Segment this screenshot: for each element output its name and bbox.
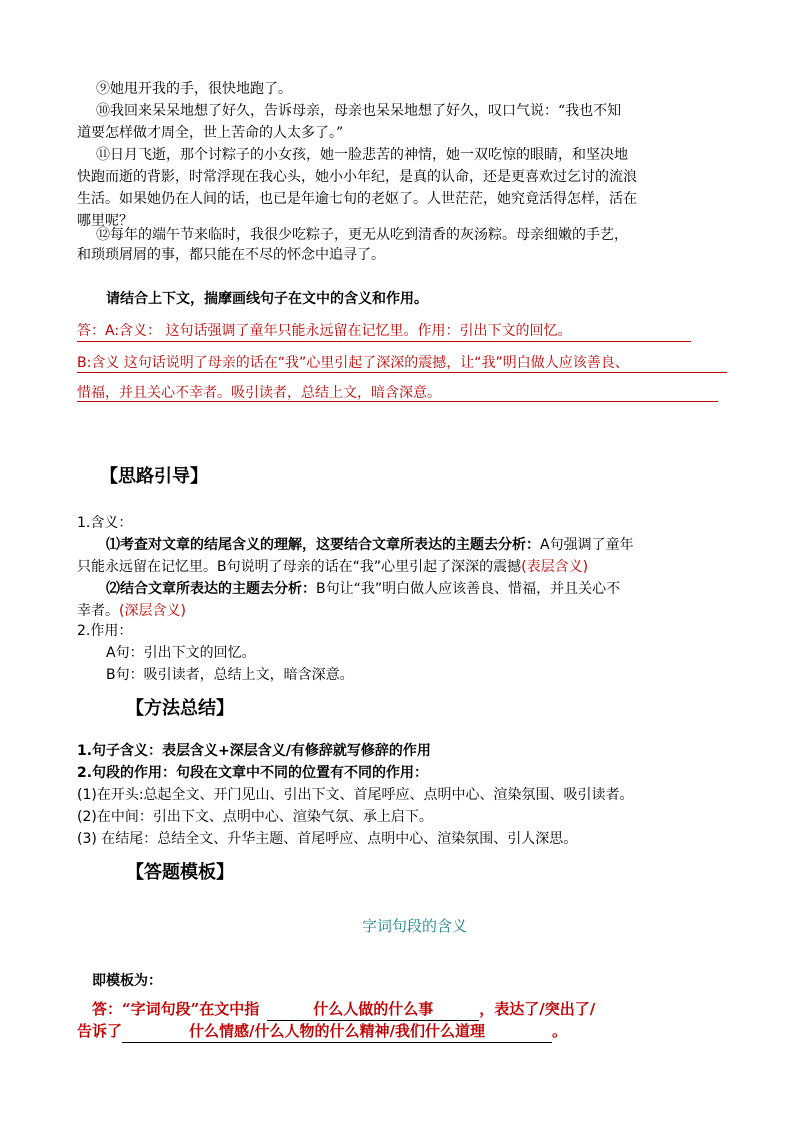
- guide-item-1b-emphasis: ⑵结合文章所表达的主题去分析：: [106, 581, 316, 597]
- guide-item-1-label: 1.含义：: [77, 515, 133, 531]
- passage-paragraph-11-line-1: ⑪日月飞逝，那个讨粽子的小女孩，她一脸悲苦的神情，她一双吃惊的眼睛，和坚决地: [96, 147, 628, 163]
- template-line-2: [77, 1020, 567, 1043]
- guide-item-1b-text-2: 幸者。: [77, 603, 119, 619]
- method-line-2: 2.句段的作用：句段在文章中不同的位置有不同的作用：: [77, 765, 429, 781]
- guide-item-2a: A句：引出下文的回忆。: [106, 645, 256, 661]
- question-prompt: 请结合上下文，揣摩画线句子在文中的含义和作用。: [106, 291, 428, 307]
- guide-item-2-label: 2.作用：: [77, 623, 133, 639]
- answer-underline-1: [77, 341, 691, 342]
- passage-paragraph-12-line-1: ⑫每年的端午节来临时，我很少吃粽子，更无从吃到清香的灰汤粽。母亲细嫩的手艺，: [96, 227, 628, 243]
- passage-paragraph-11-line-3: 生活。如果她仍在人间的话，也已是年逾七旬的老妪了。人世茫茫，她究竟活得怎样，活在: [77, 191, 637, 207]
- template-blank-1: 什么人做的什么事: [267, 998, 479, 1021]
- template-subtitle: 字词句段的含义: [362, 917, 468, 935]
- surface-meaning-tag: (表层含义): [521, 559, 589, 575]
- guide-item-1b-line-2: [77, 600, 186, 622]
- passage-paragraph-11-line-2: 快跑而逝的背影，时常浮现在我心头，她小小年纪，是真的认命，还是更喜欢过乞讨的流浪: [77, 169, 637, 185]
- template-line-1-prefix: 答：“字词句段”在文中指: [92, 1000, 260, 1018]
- guide-item-1a-emphasis: ⑴考查对文章的结尾含义的理解，这要结合文章所表达的主题去分析：: [106, 537, 540, 553]
- passage-paragraph-12-line-2: 和琐琐屑屑的事，都只能在不尽的怀念中追寻了。: [77, 247, 385, 263]
- guide-item-1b-text: B句让“我”明白做人应该善良、惜福，并且关心不: [316, 581, 621, 597]
- answer-underline-3: [77, 401, 718, 402]
- template-intro: 即模板为：: [92, 973, 162, 989]
- guide-item-2b: B句：吸引读者，总结上文，暗含深意。: [106, 667, 354, 683]
- template-line-2-prefix: 告诉了: [77, 1022, 123, 1040]
- passage-paragraph-10-line-2: 道要怎样做才周全，世上苦命的人太多了。”: [77, 125, 344, 141]
- answer-underline-2: [77, 372, 727, 373]
- guide-item-1b-line-1: [106, 578, 620, 600]
- guide-item-1a-text-2: 只能永远留在记忆里。B句说明了母亲的话在“我”心里引起了深深的震撼: [77, 559, 522, 575]
- method-line-5: (3) 在结尾：总结全文、升华主题、首尾呼应、点明中心、渲染氛围、引人深思。: [77, 831, 578, 847]
- template-line-1-suffix: ，表达了/突出了/: [479, 1000, 596, 1018]
- template-line-2-suffix: 。: [552, 1022, 568, 1040]
- answer-line-1: 答：A:含义： 这句话强调了童年只能永远留在记忆里。作用：引出下文的回忆。: [77, 323, 572, 339]
- answer-line-2: B:含义 这句话说明了母亲的话在“我”心里引起了深深的震撼，让“我”明白做人应该善良、: [77, 355, 629, 371]
- method-heading: 【方法总结】: [126, 698, 234, 719]
- method-line-1: 1.句子含义：表层含义+深层含义/有修辞就写修辞的作用: [77, 743, 431, 759]
- answer-line-3: 惜福，并且关心不幸者。吸引读者，总结上文，暗含深意。: [77, 385, 441, 401]
- guide-item-1a-line-2: [77, 556, 588, 578]
- passage-paragraph-10-line-1: ⑩我回来呆呆地想了好久，告诉母亲，母亲也呆呆地想了好久，叹口气说：“我也不知: [96, 103, 622, 119]
- guide-item-1a-line-1: [106, 534, 634, 556]
- template-line-1: [92, 998, 595, 1021]
- guide-heading: 【思路引导】: [100, 466, 208, 487]
- template-heading: 【答题模板】: [126, 862, 234, 883]
- passage-paragraph-9: ⑨她甩开我的手，很快地跑了。: [96, 81, 292, 97]
- method-line-3: (1)在开头:总起全文、开门见山、引出下文、首尾呼应、点明中心、渲染氛围、吸引读者。: [77, 787, 634, 803]
- guide-item-1a-text: A句强调了童年: [540, 537, 634, 553]
- passage-paragraph-11-line-4: 哪里呢？: [77, 213, 133, 229]
- template-blank-2: 什么情感/什么人物的什么精神/我们什么道理: [122, 1020, 552, 1043]
- deep-meaning-tag: (深层含义): [119, 603, 186, 619]
- method-line-4: (2)在中间：引出下文、点明中心、渲染气氛、承上启下。: [77, 809, 433, 825]
